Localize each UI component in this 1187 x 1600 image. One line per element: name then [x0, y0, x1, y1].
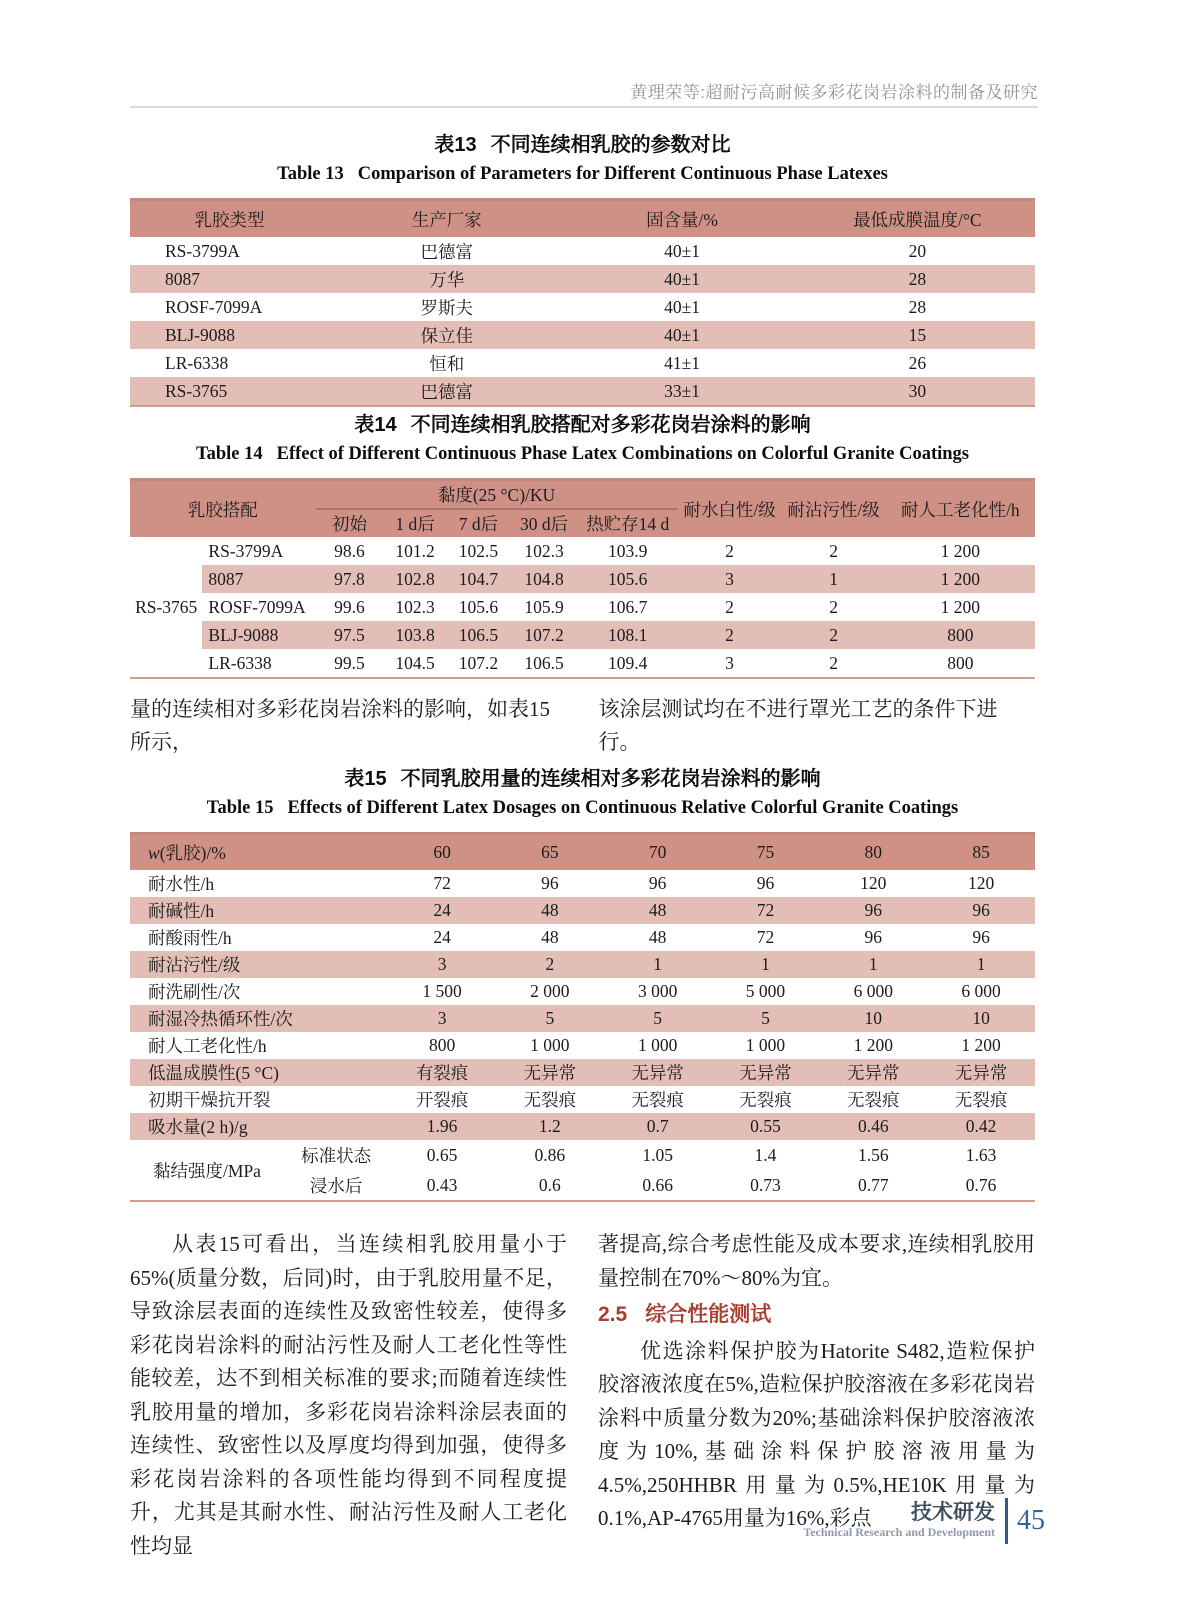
table-cell: 40±1	[664, 324, 700, 345]
table14-title-en	[130, 444, 1035, 465]
table-cell: 1 000	[745, 1035, 786, 1055]
table-row	[130, 649, 1035, 678]
table-cell: 105.6	[458, 596, 499, 617]
table-row	[130, 1059, 1035, 1086]
table-cell: 106.5	[458, 624, 499, 645]
table-row	[130, 321, 1035, 349]
table-cell: 2	[725, 596, 734, 617]
row-label: 耐酸雨性/h	[148, 928, 232, 948]
table-cell: 无裂痕	[847, 1090, 900, 1110]
table15-col-header: 85	[972, 842, 990, 862]
header-label-rest: (乳胶)/%	[159, 843, 226, 863]
table-cell: BLJ-9088	[208, 624, 279, 645]
table-cell: 0.76	[965, 1174, 997, 1195]
table14-col-header: 耐水白性/级	[683, 499, 776, 520]
table-row	[130, 1005, 1035, 1032]
table-cell: 24	[433, 927, 451, 947]
table-cell: 1 200	[853, 1035, 893, 1055]
table-cell: 24	[433, 900, 451, 920]
table-row	[130, 377, 1035, 406]
section-title: 综合性能测试	[645, 1303, 772, 1326]
table-row	[130, 293, 1035, 321]
table-cell: 2	[545, 954, 555, 974]
table-row	[130, 924, 1035, 951]
table-cell: LR-6338	[165, 352, 229, 373]
table-cell: 无异常	[954, 1063, 1008, 1083]
table-cell: 96	[756, 873, 775, 893]
table-cell: 无异常	[523, 1063, 577, 1083]
table-cell: 2	[725, 540, 734, 561]
table-cell: 104.7	[458, 568, 499, 589]
table-cell: 102.3	[524, 540, 564, 561]
header-rule	[130, 106, 1038, 108]
table14-group-label: 乳胶搭配	[187, 499, 258, 520]
table13-section	[130, 128, 1035, 407]
table-cell: RS-3799A	[165, 240, 240, 261]
table-cell: 3 000	[637, 981, 678, 1001]
page-footer	[803, 1498, 1045, 1544]
table-cell: 10	[972, 1008, 990, 1028]
footer-title-en: Technical Research and Development	[803, 1525, 995, 1539]
table-cell: 2	[829, 540, 838, 561]
table-cell: 1 200	[940, 596, 980, 617]
table-cell: 1.56	[857, 1144, 889, 1165]
table-cell: 0.55	[750, 1116, 781, 1136]
table14-title-zh	[130, 408, 1035, 437]
table-cell: 开裂痕	[415, 1090, 469, 1110]
table-cell: 72	[433, 873, 451, 893]
running-head: 黄理荣等:超耐污高耐候多彩花岗岩涂料的制备及研究	[630, 83, 1038, 102]
table-cell: 0.46	[857, 1116, 889, 1136]
table-cell: 无异常	[739, 1063, 792, 1083]
table-cell: 33±1	[664, 380, 700, 401]
table-cell: 3	[437, 1008, 447, 1028]
row-label: 耐沾污性/级	[148, 955, 241, 975]
table-cell: 2	[829, 624, 838, 645]
table-cell: 30	[908, 380, 927, 401]
row-label: 耐碱性/h	[148, 901, 215, 921]
table14-text-zh: 不同连续相乳胶搭配对多彩花岗岩涂料的影响	[410, 414, 811, 436]
table-cell: 96	[864, 900, 882, 920]
table-row	[130, 349, 1035, 377]
table14-label-zh: 表14	[354, 414, 397, 436]
table13	[130, 198, 1035, 407]
table-cell: 巴德富	[420, 241, 473, 262]
bridge-text	[130, 693, 1035, 759]
table-cell: 有裂痕	[415, 1063, 469, 1083]
table-cell: 96	[541, 873, 559, 893]
body-left-column	[130, 1228, 567, 1563]
table-cell: 无裂痕	[523, 1090, 577, 1110]
table-cell: 48	[648, 927, 667, 947]
table-cell: 40±1	[664, 268, 700, 289]
table13-label-en: Table 13	[277, 164, 344, 184]
table-cell: 无裂痕	[631, 1090, 684, 1110]
table14-sub-header: 初始	[331, 514, 367, 534]
table-cell: 无裂痕	[954, 1090, 1008, 1110]
row-label: 耐湿冷热循环性/次	[148, 1009, 293, 1029]
table-cell: 103.9	[608, 540, 648, 561]
row-sublabel: 标准状态	[301, 1145, 372, 1166]
table14	[130, 478, 1035, 679]
table-row	[130, 897, 1035, 924]
table-cell: 96	[864, 927, 882, 947]
table-cell: 104.5	[395, 652, 435, 673]
table14-section	[130, 408, 1035, 679]
table-cell: 107.2	[458, 652, 499, 673]
table-cell: 万华	[429, 269, 465, 290]
table-cell: 1	[761, 954, 770, 974]
table-cell: 1.63	[965, 1144, 997, 1165]
table14-header-row1	[130, 480, 1035, 510]
footer-title-zh: 技术研发	[911, 1501, 995, 1524]
table15	[130, 832, 1035, 1202]
table-cell: 106.5	[524, 652, 564, 673]
table-cell: 1	[868, 954, 878, 974]
table-row	[130, 537, 1035, 565]
table15-header-label	[130, 834, 388, 871]
row-label: 耐水性/h	[148, 874, 215, 894]
table15-text-zh: 不同乳胶用量的连续相对多彩花岗岩涂料的影响	[400, 768, 821, 790]
table-cell: ROSF-7099A	[165, 296, 263, 317]
table-cell: 99.5	[334, 652, 365, 673]
table-cell: BLJ-9088	[165, 324, 235, 345]
table-cell: 3	[725, 652, 734, 673]
table14-sub-header: 1 d后	[395, 514, 435, 534]
table-cell: 97.8	[334, 568, 365, 589]
table-cell: 1	[653, 954, 663, 974]
table13-label-zh: 表13	[434, 134, 477, 156]
table-cell: 40±1	[664, 296, 700, 317]
table-cell: 无异常	[847, 1063, 900, 1083]
table-cell: 102.5	[458, 540, 499, 561]
table-cell: 6 000	[961, 981, 1001, 1001]
table14-sub-header: 7 d后	[458, 514, 499, 534]
table13-col-header: 乳胶类型	[194, 209, 265, 230]
table15-title-zh	[130, 762, 1035, 791]
table-cell: 96	[972, 927, 990, 947]
table15-col-header: 75	[756, 842, 775, 862]
row-label: 耐洗刷性/次	[148, 982, 241, 1002]
table-cell: 102.3	[395, 596, 435, 617]
table15-title-en	[130, 798, 1035, 819]
table-cell: 8087	[165, 268, 200, 289]
paragraph: 著提高,综合考虑性能及成本要求,连续相乳胶用量控制在70%～80%为宜。	[598, 1232, 1035, 1290]
table-cell: RS-3765	[165, 380, 228, 401]
table-cell: 巴德富	[420, 381, 473, 402]
bridge-left: 量的连续相对多彩花岗岩涂料的影响，如表15所示，	[130, 697, 550, 754]
table-cell: 1 500	[422, 981, 462, 1001]
table-cell: 800	[947, 624, 974, 645]
page-number: 45	[1017, 1505, 1045, 1536]
table-row	[130, 621, 1035, 649]
table-cell: 800	[428, 1035, 456, 1055]
table-row	[130, 593, 1035, 621]
table-cell: 107.2	[524, 624, 564, 645]
table-cell: 无异常	[631, 1063, 684, 1083]
table-cell: 120	[860, 873, 887, 893]
table-cell: LR-6338	[208, 652, 272, 673]
row-label: 耐人工老化性/h	[148, 1036, 267, 1056]
table15-col-header: 80	[864, 842, 882, 862]
table15-col-header: 65	[541, 842, 559, 862]
table-cell: 1	[829, 568, 838, 589]
table15-col-header: 70	[648, 842, 667, 862]
table-cell: 1 200	[961, 1035, 1001, 1055]
section-number: 2.5	[598, 1303, 628, 1326]
table-cell: 98.6	[334, 540, 365, 561]
table-cell: 72	[756, 927, 775, 947]
table-cell: 97.5	[334, 624, 365, 645]
table-cell: 恒和	[429, 353, 465, 374]
table-cell: 2	[829, 596, 838, 617]
table-cell: 15	[908, 324, 927, 345]
table13-title-zh	[130, 128, 1035, 157]
table-cell: 48	[648, 900, 667, 920]
table-cell: 0.66	[642, 1174, 673, 1195]
table13-title-en	[130, 164, 1035, 185]
table-cell: 103.8	[395, 624, 435, 645]
table-row	[130, 1032, 1035, 1059]
table14-label-en: Table 14	[195, 444, 263, 464]
table13-text-en: Comparison of Parameters for Different Continuous Phase Latexes	[357, 164, 888, 184]
paragraph: 优选涂料保护胶为Hatorite S482,造粒保护胶溶液浓度在5%,造粒保护胶溶液在多彩花岗岩涂料中质量分数为20%;基础涂料保护胶溶液浓度为10%,基础涂料保护胶溶液用量为4.5%,250HHBR用量为0.5%,HE10K用量为0.1%,AP-4765用量为16%,彩点	[598, 1338, 1035, 1530]
table-cell: 72	[756, 900, 775, 920]
table13-col-header: 固含量/%	[646, 209, 719, 230]
paragraph: 从表15可看出，当连续相乳胶用量小于65%(质量分数，后同)时，由于乳胶用量不足，导致涂层表面的连续性及致密性较差，使得多彩花岗岩涂料的耐沾污性及耐人工老化性等性能较差，达不到相关标准的要求;而随着连续性乳胶用量的增加，多彩花岗岩涂料涂层表面的连续性、致密性以及厚度均得到加强，使得多彩花岗岩涂料的各项性能均得到不同程度提升，尤其是其耐水性、耐沾污性及耐人工老化性均显	[130, 1232, 567, 1558]
table-cell: 109.4	[608, 652, 648, 673]
table-cell: 26	[908, 352, 927, 373]
table-cell: 40±1	[664, 240, 700, 261]
table14-sub-header: 热贮存14 d	[586, 514, 670, 534]
table-cell: 106.7	[608, 596, 648, 617]
table-row	[130, 1140, 1035, 1170]
table-cell: 1 000	[637, 1035, 678, 1055]
table15-col-header: 60	[433, 842, 451, 862]
table-cell: 0.65	[426, 1144, 458, 1165]
table-cell: 1.96	[426, 1116, 458, 1136]
table-cell: 8087	[208, 568, 244, 589]
table14-sub-header: 30 d后	[519, 514, 569, 534]
table-cell: 101.2	[395, 540, 435, 561]
table-cell: 99.6	[334, 596, 365, 617]
section-heading	[598, 1298, 1035, 1332]
table-cell: 28	[908, 268, 927, 289]
table-cell: 96	[972, 900, 990, 920]
table-cell: 2	[829, 652, 838, 673]
table-cell: 1 200	[940, 568, 980, 589]
table-cell: 20	[908, 240, 927, 261]
table-cell: 1 000	[530, 1035, 570, 1055]
table-cell: 41±1	[664, 352, 700, 373]
table15-header-row	[130, 834, 1035, 871]
table-row	[130, 1113, 1035, 1140]
table-cell: 96	[648, 873, 667, 893]
row-label: 吸水量(2 h)/g	[148, 1117, 248, 1137]
table-cell: 800	[947, 652, 974, 673]
table-cell: 48	[541, 900, 559, 920]
table15-label-en: Table 15	[206, 798, 274, 818]
table-cell: 0.42	[965, 1116, 997, 1136]
table-cell: 5 000	[745, 981, 786, 1001]
table-cell: 2	[725, 624, 734, 645]
table14-col-header: 耐沾污性/级	[787, 499, 880, 520]
table15-label-zh: 表15	[344, 768, 387, 790]
table-cell: 5	[653, 1008, 663, 1028]
table-row	[130, 870, 1035, 897]
table14-base-latex: RS-3765	[135, 596, 198, 617]
table-cell: 无裂痕	[739, 1090, 792, 1110]
w-symbol: w	[148, 843, 160, 863]
table-cell: 保立佳	[420, 325, 473, 346]
table14-col-header: 耐人工老化性/h	[901, 499, 1020, 520]
row-label: 初期干燥抗开裂	[148, 1090, 271, 1110]
table-row	[130, 565, 1035, 593]
table14-viscosity-group: 黏度(25 °C)/KU	[316, 480, 678, 510]
table-cell: 1.2	[538, 1116, 561, 1136]
table-row	[130, 978, 1035, 1005]
table-cell: 10	[864, 1008, 882, 1028]
table-row	[130, 1086, 1035, 1113]
table-cell: 48	[541, 927, 559, 947]
table-cell: 1.05	[642, 1144, 673, 1165]
table-cell: 1.4	[754, 1144, 777, 1165]
table-row	[130, 237, 1035, 265]
table-row	[130, 951, 1035, 978]
table-cell: 罗斯夫	[420, 297, 473, 318]
table-cell: 0.73	[750, 1174, 781, 1195]
table13-header-row	[130, 200, 1035, 238]
table13-col-header: 最低成膜温度/°C	[853, 209, 982, 230]
table-cell: 3	[725, 568, 734, 589]
table-cell: 1	[976, 954, 986, 974]
row-sublabel: 浸水后	[309, 1175, 363, 1196]
table-cell: 0.77	[857, 1174, 889, 1195]
table-cell: 120	[967, 873, 995, 893]
table-cell: 0.6	[538, 1174, 561, 1195]
table-cell: ROSF-7099A	[208, 596, 306, 617]
table14-text-en: Effect of Different Continuous Phase Latex Combinations on Colorful Granite Coatings	[276, 444, 970, 464]
table-cell: RS-3799A	[208, 540, 284, 561]
table-cell: 108.1	[608, 624, 648, 645]
table-cell: 1 200	[940, 540, 980, 561]
table-cell: 0.7	[646, 1116, 669, 1136]
table13-col-header: 生产厂家	[411, 209, 482, 230]
footer-divider	[1005, 1498, 1008, 1544]
table-cell: 0.43	[426, 1174, 458, 1195]
row-label: 低温成膜性(5 °C)	[148, 1063, 279, 1083]
table-cell: 102.8	[395, 568, 435, 589]
table-row	[130, 265, 1035, 293]
table-cell: 6 000	[853, 981, 893, 1001]
table-cell: 3	[437, 954, 447, 974]
table-cell: 104.8	[524, 568, 564, 589]
table-cell: 2 000	[530, 981, 570, 1001]
bridge-right: 该涂层测试均在不进行罩光工艺的条件下进行。	[598, 697, 998, 754]
table-cell: 105.6	[608, 568, 648, 589]
strength-label: 黏结强度/MPa	[153, 1160, 261, 1181]
table-cell: 5	[545, 1008, 555, 1028]
table-cell: 28	[908, 296, 927, 317]
table-cell: 0.86	[534, 1144, 566, 1165]
table-cell: 105.9	[524, 596, 564, 617]
table13-text-zh: 不同连续相乳胶的参数对比	[490, 134, 731, 156]
table15-section	[130, 762, 1035, 1202]
table-cell: 5	[761, 1008, 770, 1028]
footer-text	[803, 1502, 995, 1540]
table15-text-en: Effects of Different Latex Dosages on Continuous Relative Colorful Granite Coatings	[287, 798, 959, 818]
